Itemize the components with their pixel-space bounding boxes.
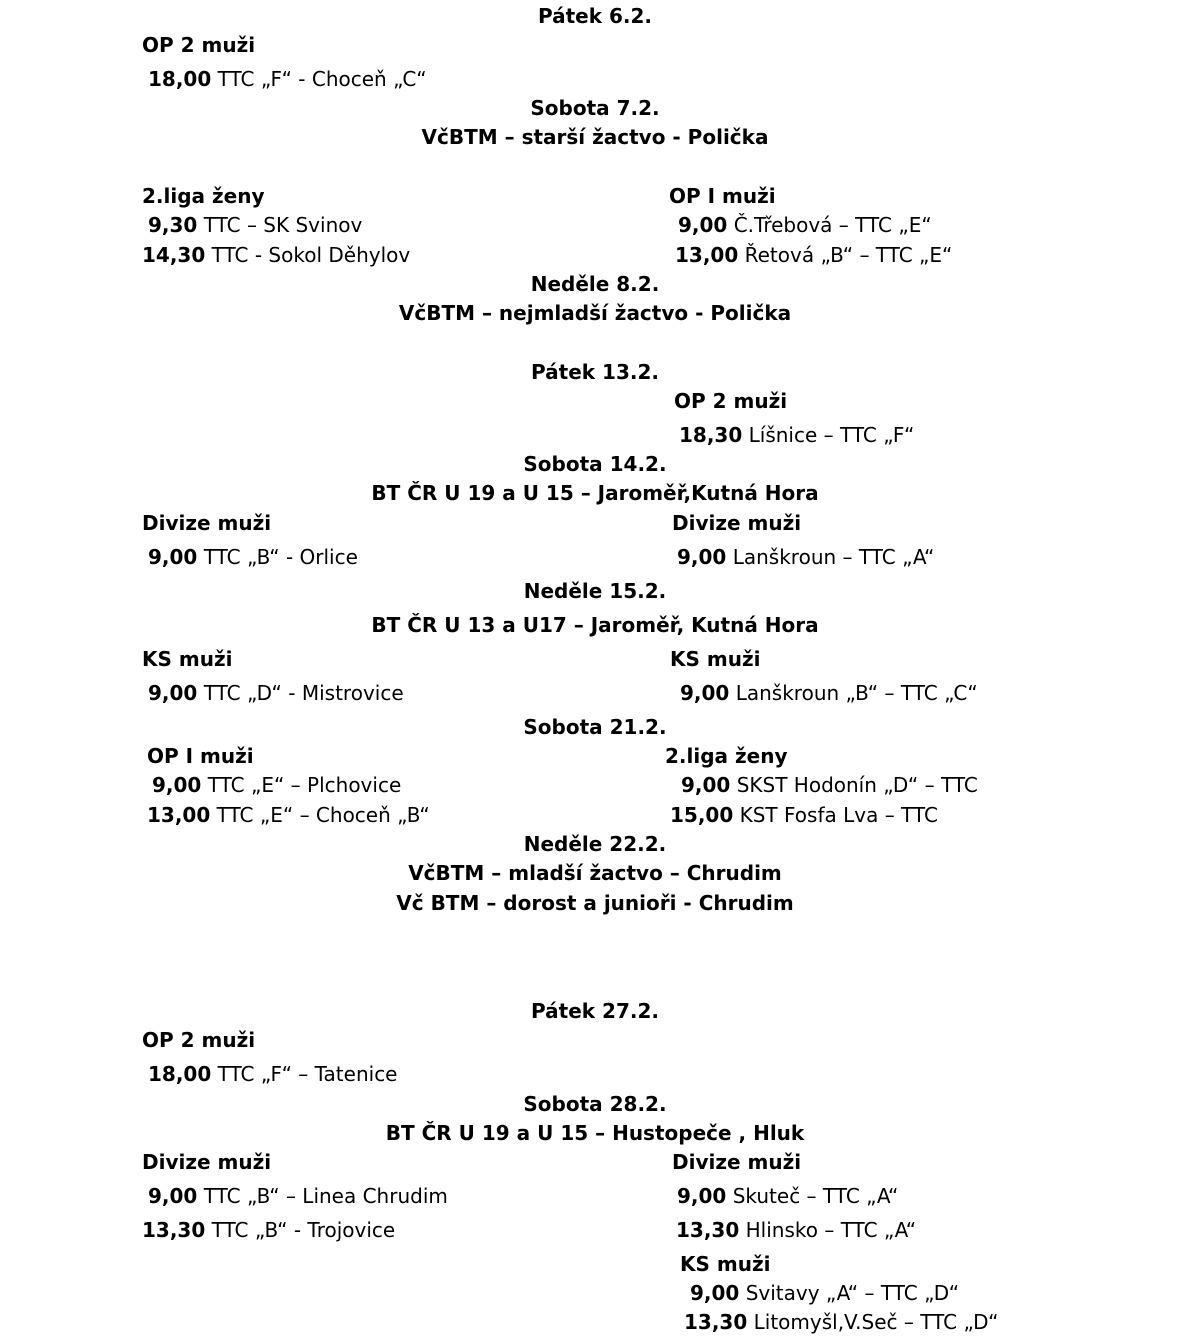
day-heading: Neděle 22.2. [523, 832, 667, 856]
tournament-heading: VčBTM – starší žactvo - Polička [421, 125, 769, 149]
match-teams: KST Fosfa Lva – TTC [739, 803, 938, 827]
match-teams: Svitavy „A“ – TTC „D“ [745, 1281, 960, 1305]
match-time: 18,30 [679, 423, 743, 447]
match-line [142, 243, 410, 267]
match-time: 9,00 [680, 681, 730, 705]
match-line [152, 773, 401, 797]
match-line [690, 1281, 959, 1305]
match-line [677, 545, 934, 569]
match-line [148, 545, 358, 569]
match-time: 9,00 [148, 681, 198, 705]
match-time: 13,30 [684, 1310, 748, 1334]
match-teams: Č.Třebová – TTC „E“ [733, 213, 932, 237]
match-line [675, 243, 952, 267]
match-line [679, 423, 914, 447]
match-time: 13,00 [147, 803, 211, 827]
competition-heading: OP 2 muži [142, 33, 256, 57]
match-time: 9,00 [152, 773, 202, 797]
day-heading: Sobota 7.2. [530, 96, 660, 120]
match-teams: TTC „E“ – Plchovice [207, 773, 402, 797]
day-heading: Sobota 14.2. [523, 452, 667, 476]
competition-heading: Divize muži [672, 1150, 802, 1174]
tournament-heading: VčBTM – nejmladší žactvo - Polička [398, 301, 792, 325]
match-line [677, 1184, 898, 1208]
day-heading: Pátek 6.2. [537, 4, 653, 28]
match-line [148, 1062, 398, 1086]
match-teams: TTC „B“ - Orlice [203, 545, 358, 569]
match-line [676, 1218, 916, 1242]
match-teams: Litomyšl,V.Seč – TTC „D“ [753, 1310, 999, 1334]
competition-heading: KS muži [142, 647, 233, 671]
competition-heading: Divize muži [142, 1150, 272, 1174]
match-time: 9,00 [148, 1184, 198, 1208]
match-time: 13,30 [676, 1218, 740, 1242]
tournament-heading: BT ČR U 13 a U17 – Jaroměř, Kutná Hora [371, 613, 819, 637]
competition-heading: OP I muži [147, 744, 254, 768]
match-teams: TTC „B“ - Trojovice [211, 1218, 396, 1242]
match-line [148, 1184, 448, 1208]
match-time: 9,00 [677, 545, 727, 569]
competition-heading: 2.liga ženy [665, 744, 788, 768]
day-heading: Neděle 15.2. [523, 579, 667, 603]
match-time: 9,00 [148, 545, 198, 569]
match-time: 9,30 [148, 213, 198, 237]
match-time: 15,00 [670, 803, 734, 827]
match-teams: Skuteč – TTC „A“ [732, 1184, 899, 1208]
match-time: 9,00 [677, 1184, 727, 1208]
day-heading: Neděle 8.2. [530, 272, 660, 296]
match-teams: TTC „F“ – Tatenice [217, 1062, 398, 1086]
match-time: 9,00 [678, 213, 728, 237]
match-line [147, 803, 430, 827]
day-heading: Sobota 21.2. [523, 715, 667, 739]
competition-heading: Divize muži [142, 511, 272, 535]
match-teams: SKST Hodonín „D“ – TTC [736, 773, 978, 797]
competition-heading: OP 2 muži [142, 1028, 256, 1052]
match-teams: TTC „B“ – Linea Chrudim [203, 1184, 448, 1208]
match-line [684, 1310, 998, 1334]
competition-heading: OP 2 muži [674, 389, 788, 413]
match-line [680, 681, 978, 705]
match-teams: Hlinsko – TTC „A“ [745, 1218, 917, 1242]
match-time: 18,00 [148, 67, 212, 91]
tournament-heading: Vč BTM – dorost a junioři - Chrudim [396, 891, 794, 915]
match-line [142, 1218, 395, 1242]
tournament-heading: BT ČR U 19 a U 15 – Hustopeče , Hluk [385, 1121, 805, 1145]
match-line [678, 213, 932, 237]
match-time: 14,30 [142, 243, 206, 267]
match-time: 9,00 [681, 773, 731, 797]
match-teams: TTC „D“ - Mistrovice [203, 681, 404, 705]
competition-heading: Divize muži [672, 511, 802, 535]
match-teams: TTC – SK Svinov [203, 213, 363, 237]
competition-heading: KS muži [670, 647, 761, 671]
day-heading: Sobota 28.2. [523, 1092, 667, 1116]
match-time: 13,00 [675, 243, 739, 267]
match-line [148, 213, 362, 237]
match-line [681, 773, 978, 797]
match-teams: Řetová „B“ – TTC „E“ [744, 243, 953, 267]
competition-heading: 2.liga ženy [142, 184, 265, 208]
match-line [148, 681, 404, 705]
match-teams: TTC - Sokol Děhylov [211, 243, 411, 267]
tournament-heading: BT ČR U 19 a U 15 – Jaroměř,Kutná Hora [371, 481, 819, 505]
match-time: 9,00 [690, 1281, 740, 1305]
day-heading: Pátek 13.2. [531, 360, 659, 384]
match-teams: Lanškroun – TTC „A“ [732, 545, 935, 569]
competition-heading: OP I muži [669, 184, 776, 208]
match-line [148, 67, 427, 91]
match-teams: TTC „F“ - Choceň „C“ [217, 67, 427, 91]
competition-heading: KS muži [680, 1252, 771, 1276]
match-time: 13,30 [142, 1218, 206, 1242]
match-line [670, 803, 938, 827]
day-heading: Pátek 27.2. [531, 999, 659, 1023]
match-time: 18,00 [148, 1062, 212, 1086]
match-teams: Líšnice – TTC „F“ [748, 423, 915, 447]
tournament-heading: VčBTM – mladší žactvo – Chrudim [408, 861, 782, 885]
match-teams: Lanškroun „B“ – TTC „C“ [735, 681, 978, 705]
match-teams: TTC „E“ – Choceň „B“ [216, 803, 430, 827]
